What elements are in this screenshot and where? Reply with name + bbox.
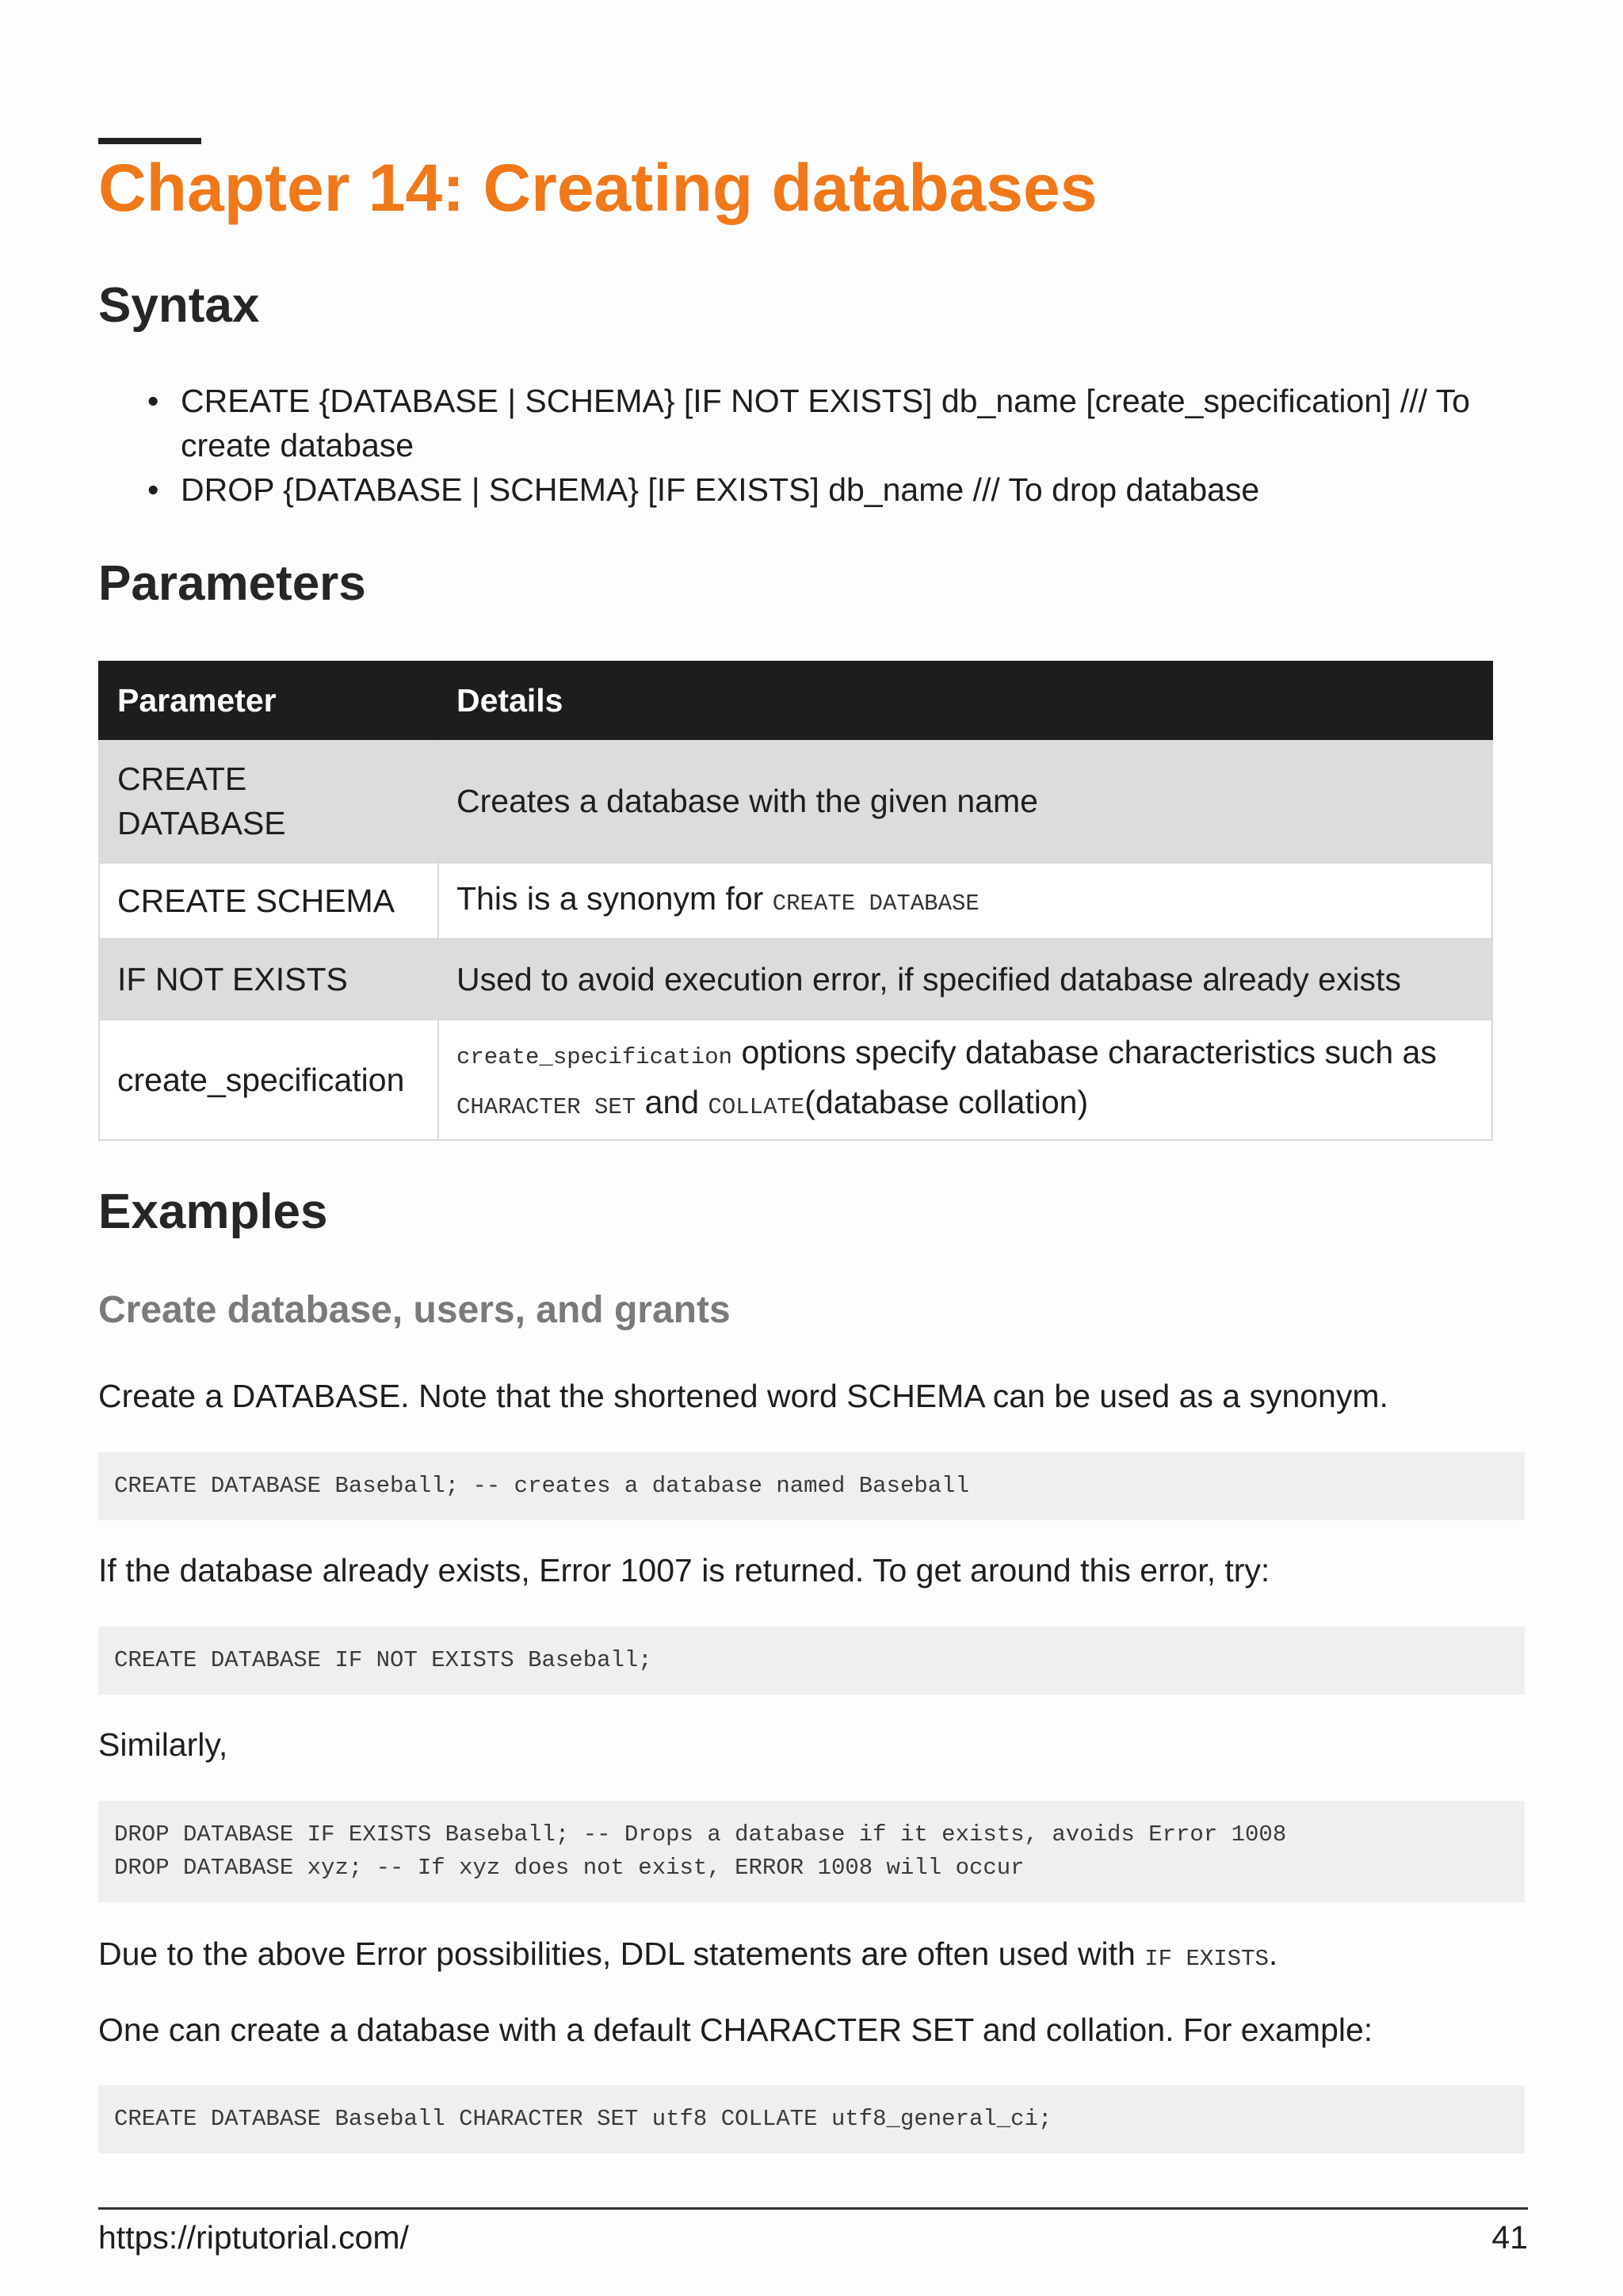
table-header-parameter: Parameter <box>99 662 438 739</box>
table-cell-details: Creates a database with the given name <box>438 739 1492 863</box>
table-cell-details <box>438 1020 1492 1140</box>
table-row <box>99 939 1492 1020</box>
details-code: create_specification <box>456 1044 733 1070</box>
paragraph-text: . <box>1268 1936 1278 1972</box>
details-code: CHARACTER SET <box>456 1094 636 1120</box>
code-block <box>98 2085 1525 2153</box>
section-heading-parameters: Parameters <box>98 556 366 611</box>
syntax-item-text: CREATE {DATABASE | SCHEMA} [IF NOT EXISTS] db_name [create_specification] /// To create database <box>181 383 1470 463</box>
code-line: CREATE DATABASE IF NOT EXISTS Baseball; <box>114 1647 652 1673</box>
paragraph: One can create a database with a default CHARACTER SET and collation. For example: <box>98 2012 1373 2048</box>
section-heading-syntax: Syntax <box>98 278 260 333</box>
code-line: CREATE DATABASE Baseball; -- creates a database named Baseball <box>114 1473 969 1499</box>
code-block <box>98 1801 1525 1902</box>
code-line: DROP DATABASE IF EXISTS Baseball; -- Drops a database if it exists, avoids Error 1008 <box>114 1821 1287 1848</box>
details-text: (database collation) <box>804 1084 1089 1120</box>
table-row <box>99 739 1492 863</box>
paragraph <box>98 1932 1277 1981</box>
table-header-details: Details <box>438 662 1492 739</box>
chapter-title: Chapter 14: Creating databases <box>98 151 1098 225</box>
details-text: and <box>636 1084 708 1120</box>
inline-code: IF EXISTS <box>1144 1946 1269 1972</box>
code-line: DROP DATABASE xyz; -- If xyz does not exist, ERROR 1008 will occur <box>114 1855 1025 1881</box>
syntax-list <box>98 379 1509 512</box>
details-code: COLLATE <box>708 1094 805 1120</box>
table-cell-parameter: CREATE SCHEMA <box>99 863 438 939</box>
paragraph: Similarly, <box>98 1726 228 1763</box>
code-block <box>98 1627 1525 1695</box>
footer-rule <box>98 2207 1528 2210</box>
bullet-glyph: • <box>147 471 159 508</box>
table-cell-parameter: create_specification <box>99 1020 438 1140</box>
parameters-table <box>98 661 1493 1141</box>
table-cell-details: Used to avoid execution error, if specified database already exists <box>438 939 1492 1020</box>
code-line: CREATE DATABASE Baseball CHARACTER SET utf8 COLLATE utf8_general_ci; <box>114 2106 1052 2132</box>
page-number: 41 <box>1491 2219 1528 2256</box>
details-text: This is a synonym for <box>456 879 773 917</box>
table-cell-parameter: CREATE DATABASE <box>99 739 438 863</box>
section-heading-examples: Examples <box>98 1184 328 1239</box>
paragraph-text: Due to the above Error possibilities, DDL statements are often used with <box>98 1936 1145 1972</box>
code-block <box>98 1452 1525 1520</box>
details-code: CREATE DATABASE <box>772 890 980 917</box>
syntax-item <box>98 467 1509 512</box>
table-row <box>99 1020 1492 1140</box>
table-row <box>99 863 1492 939</box>
table-header-row <box>99 662 1492 739</box>
example-heading: Create database, users, and grants <box>98 1289 731 1331</box>
chapter-rule <box>98 138 201 144</box>
bullet-glyph: • <box>147 383 159 419</box>
syntax-item-text: DROP {DATABASE | SCHEMA} [IF EXISTS] db_name /// To drop database <box>181 471 1260 508</box>
table-cell-parameter: IF NOT EXISTS <box>99 939 438 1020</box>
footer-url: https://riptutorial.com/ <box>98 2219 409 2256</box>
paragraph: If the database already exists, Error 1007 is returned. To get around this error, try: <box>98 1552 1270 1589</box>
table-cell-details <box>438 863 1492 939</box>
paragraph: Create a DATABASE. Note that the shortened word SCHEMA can be used as a synonym. <box>98 1378 1388 1414</box>
details-text: options specify database characteristics such as <box>732 1034 1437 1070</box>
syntax-item <box>98 379 1509 467</box>
